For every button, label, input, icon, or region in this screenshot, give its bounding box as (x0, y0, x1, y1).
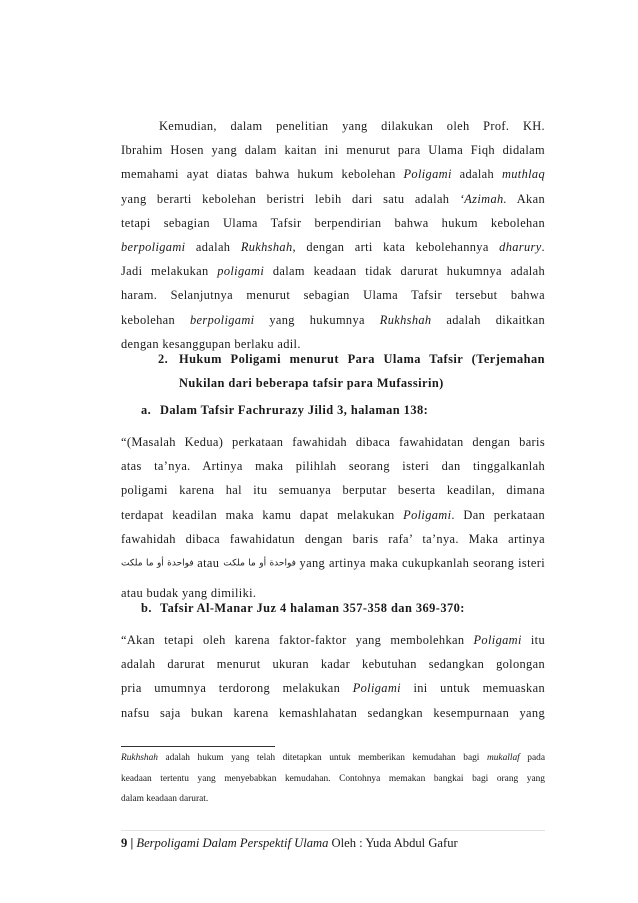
paragraph-almanar (121, 628, 545, 725)
section-number: 2. (158, 352, 169, 366)
text-line: Kemudian, dalam penelitian yang dilakukan oleh Prof. KH. (159, 119, 545, 133)
author-byline: Oleh : Yuda Abdul Gafur (328, 836, 458, 850)
text-line: “(Masalah Kedua) perkataan fawahidah dibaca fawahidatan dengan baris (121, 435, 545, 449)
text-line: فواحدة أو ما ملكت atau فواحدة أو ما ملكت yang artinya maka cukupkanlah seorang isteri (121, 556, 545, 571)
footer-rule (121, 830, 545, 831)
text-line: “Akan tetapi oleh karena faktor-faktor yang membolehkan Poligami itu (121, 633, 545, 647)
footnote (121, 748, 545, 810)
subsection-heading: Dalam Tafsir Fachrurazy Jilid 3, halaman 138: (160, 403, 429, 417)
text-line: poligami karena hal itu semuanya berputar beserta keadilan, dimana (121, 483, 545, 498)
footer-separator: | (127, 836, 137, 850)
text-line: haram. Selanjutnya menurut sebagian Ulama Tafsir tersebut bahwa (121, 288, 545, 303)
subsection-label: a. (141, 403, 152, 417)
paragraph-intro (121, 114, 545, 356)
subsection-heading: Tafsir Al-Manar Juz 4 halaman 357-358 dan 369-370: (160, 601, 465, 615)
text-line: adalah darurat menurut ukuran kadar kebutuhan sedangkan golongan (121, 657, 545, 672)
text-line: atas ta’nya. Artinya maka pilihlah seorang isteri dan tinggalkanlah (121, 459, 545, 474)
text-line: pria umumnya terdorong melakukan Poligami ini untuk memuaskan (121, 681, 545, 696)
page-number: 9 (121, 836, 128, 850)
footnote-rule (121, 746, 275, 747)
text-line: berpoligami adalah Rukhshah, dengan arti kata kebolehannya dharury. (121, 240, 545, 255)
arabic-text: فواحدة أو ما ملكت (223, 558, 296, 569)
text-line: fawahidah dibaca fawahidatun dengan baris rafa’ ta’nya. Maka artinya (121, 531, 545, 546)
page-footer (121, 836, 458, 851)
text-line: memahami ayat diatas bahwa hukum kebolehan Poligami adalah muthlaq (121, 167, 545, 182)
section-heading-line: Nukilan dari beberapa tafsir para Mufassirin) (179, 376, 444, 390)
text-line: tetapi sebagian Ulama Tafsir berpendirian bahwa hukum kebolehan (121, 215, 545, 230)
arabic-text: فواحدة أو ما ملكت (121, 558, 194, 569)
footnote-line: keadaan tertentu yang menyebabkan kemudahan. Contohnya memakan bangkai bagi orang yang (121, 773, 545, 784)
footnote-line: dalam keadaan darurat. (121, 794, 209, 804)
section-heading-line: Hukum Poligami menurut Para Ulama Tafsir (Terjemahan (179, 352, 545, 366)
text-line: nafsu saja bukan karena kemashlahatan sedangkan kesempurnaan yang (121, 705, 545, 720)
text-line: Jadi melakukan poligami dalam keadaan tidak darurat hukumnya adalah (121, 264, 545, 279)
paragraph-fachrurazy (121, 430, 545, 605)
text-line: kebolehan berpoligami yang hukumnya Rukhshah adalah dikaitkan (121, 312, 545, 327)
text-line: Ibrahim Hosen yang dalam kaitan ini menurut para Ulama Fiqh didalam (121, 143, 545, 158)
text-line: yang berarti kebolehan beristri lebih dari satu adalah ‘Azimah. Akan (121, 191, 545, 206)
text-line: terdapat keadilan maka kamu dapat melakukan Poligami. Dan perkataan (121, 507, 545, 522)
text-line: atau budak yang dimiliki. (121, 585, 257, 600)
footnote-line: Rukhshah adalah hukum yang telah ditetapkan untuk memberikan kemudahan bagi mukallaf pada (121, 753, 545, 763)
text-line: dengan kesanggupan berlaku adil. (121, 336, 301, 351)
subsection-label: b. (141, 601, 152, 615)
document-title: Berpoligami Dalam Perspektif Ulama (136, 836, 329, 850)
